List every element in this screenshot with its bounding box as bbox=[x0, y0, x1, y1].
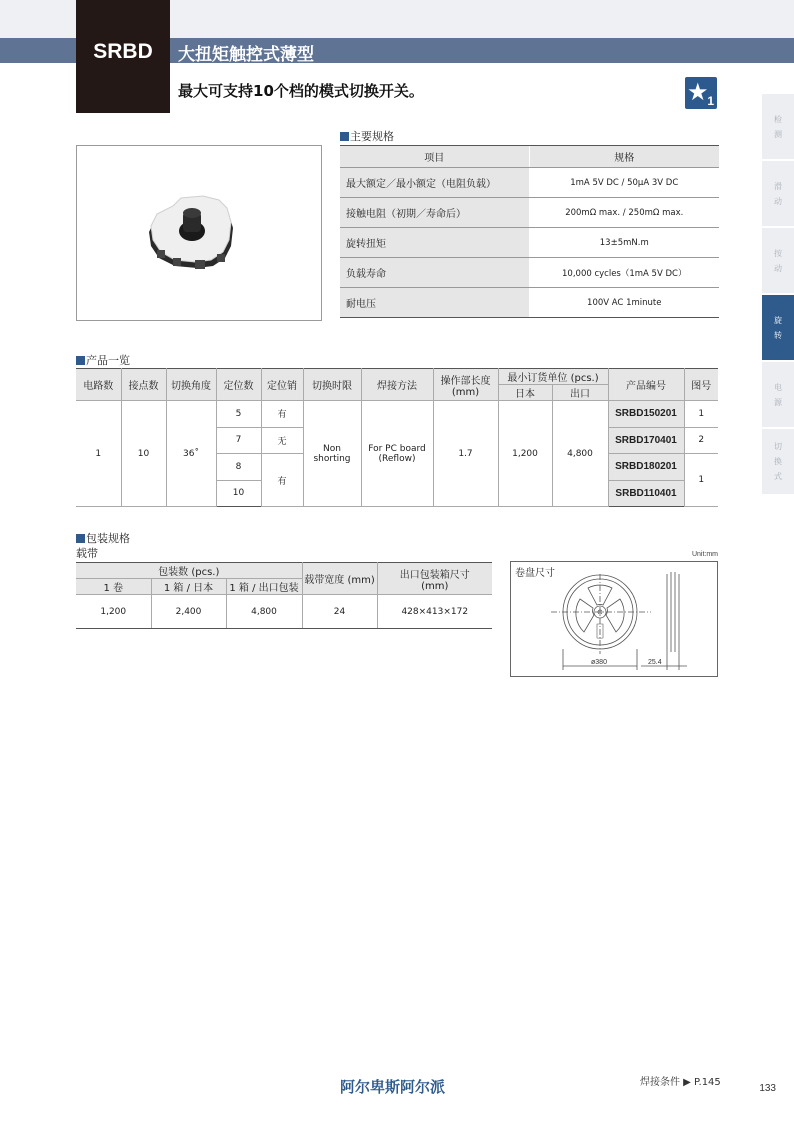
col-tape-width: 载带宽度 (mm) bbox=[302, 563, 377, 595]
col-qty: 包装数 (pcs.) bbox=[76, 563, 302, 579]
cell-positions: 5 bbox=[216, 401, 261, 428]
col-angle: 切换角度 bbox=[166, 369, 216, 401]
table-row bbox=[76, 595, 492, 629]
reel-diameter-label: ø380 bbox=[591, 659, 607, 666]
badge-number: 1 bbox=[707, 94, 714, 108]
table-row bbox=[76, 401, 718, 428]
specs-section-title: 主要规格 bbox=[340, 128, 394, 144]
cell-soldering: For PC board (Reflow) bbox=[361, 401, 433, 507]
products-section-title: 产品一览 bbox=[76, 352, 130, 368]
table-row bbox=[340, 288, 719, 318]
cell-moq-export: 4,800 bbox=[552, 401, 608, 507]
spec-item: 负载寿命 bbox=[340, 258, 529, 288]
brand-name: 阿尔卑斯阿尔派 bbox=[340, 1078, 446, 1096]
cell-drawing: 1 bbox=[684, 401, 718, 428]
star-icon: ★ bbox=[687, 78, 709, 106]
cell-box-japan: 2,400 bbox=[151, 595, 226, 629]
cell-moq-japan: 1,200 bbox=[498, 401, 552, 507]
spec-value: 200mΩ max. / 250mΩ max. bbox=[529, 198, 719, 228]
spec-item: 最大额定／最小额定（电阻负载） bbox=[340, 168, 529, 198]
specs-table bbox=[340, 145, 719, 318]
cell-drawing: 2 bbox=[684, 427, 718, 454]
cell-positions: 10 bbox=[216, 480, 261, 507]
switch-image bbox=[77, 146, 321, 320]
col-positions: 定位数 bbox=[216, 369, 261, 401]
col-contacts: 接点数 bbox=[121, 369, 166, 401]
reel-diagram-title: 卷盘尺寸 bbox=[515, 568, 555, 579]
cell-reel: 1,200 bbox=[76, 595, 151, 629]
col-carton-unit: (mm) bbox=[421, 580, 449, 592]
table-row bbox=[340, 228, 719, 258]
col-length-label: 操作部长度 bbox=[440, 375, 491, 387]
cell-part-number: SRBD180201 bbox=[608, 454, 684, 481]
side-tab-label: 动 bbox=[774, 196, 782, 206]
cell-pin: 有 bbox=[261, 454, 303, 507]
side-tab-4[interactable] bbox=[762, 362, 794, 427]
side-tab-2[interactable] bbox=[762, 228, 794, 293]
col-box-export: 1 箱 / 出口包装 bbox=[226, 579, 302, 595]
section-marker-icon bbox=[340, 132, 349, 141]
side-tab-label: 按 bbox=[774, 248, 782, 258]
spec-item: 接触电阻（初期／寿命后） bbox=[340, 198, 529, 228]
cell-circuits: 1 bbox=[76, 401, 121, 507]
packing-table bbox=[76, 562, 492, 629]
table-row bbox=[340, 168, 719, 198]
side-tab-label: 测 bbox=[774, 129, 782, 139]
side-tab-3[interactable] bbox=[762, 295, 794, 360]
col-moq-export: 出口 bbox=[552, 385, 608, 401]
side-tab-5[interactable] bbox=[762, 429, 794, 494]
table-row bbox=[340, 198, 719, 228]
col-reel: 1 卷 bbox=[76, 579, 151, 595]
col-pin: 定位销 bbox=[261, 369, 303, 401]
col-part-number: 产品编号 bbox=[608, 369, 684, 401]
reel-drawing bbox=[511, 562, 717, 676]
specs-header-value: 规格 bbox=[529, 146, 719, 168]
cell-positions: 8 bbox=[216, 454, 261, 481]
products-table bbox=[76, 368, 718, 507]
spec-value: 1mA 5V DC / 50µA 3V DC bbox=[529, 168, 719, 198]
cell-angle: 36˚ bbox=[166, 401, 216, 507]
spec-value: 10,000 cycles（1mA 5V DC） bbox=[529, 258, 719, 288]
side-tab-label: 换 bbox=[774, 457, 782, 466]
cell-box-export: 4,800 bbox=[226, 595, 302, 629]
col-carton bbox=[377, 563, 492, 595]
col-soldering: 焊接方法 bbox=[361, 369, 433, 401]
reel-diagram bbox=[510, 561, 718, 677]
col-moq: 最小订货单位 (pcs.) bbox=[498, 369, 608, 385]
side-tab-label: 源 bbox=[774, 397, 782, 407]
col-timing: 切换时限 bbox=[303, 369, 361, 401]
subtitle: 最大可支持10个档的模式切换开关。 bbox=[178, 82, 424, 100]
side-tab-label: 切 bbox=[774, 442, 782, 451]
side-tab-label: 转 bbox=[774, 330, 782, 340]
spec-value: 100V AC 1minute bbox=[529, 288, 719, 318]
cell-pin: 有 bbox=[261, 401, 303, 428]
side-tab-0[interactable] bbox=[762, 94, 794, 159]
page-number: 133 bbox=[759, 1083, 776, 1094]
side-tab-label: 滑 bbox=[774, 181, 782, 191]
cell-pin: 无 bbox=[261, 427, 303, 454]
side-tab-1[interactable] bbox=[762, 161, 794, 226]
col-circuits: 电路数 bbox=[76, 369, 121, 401]
cell-positions: 7 bbox=[216, 427, 261, 454]
table-row bbox=[340, 258, 719, 288]
spec-item: 旋转扭矩 bbox=[340, 228, 529, 258]
spec-item: 耐电压 bbox=[340, 288, 529, 318]
side-tab-label: 电 bbox=[774, 382, 782, 392]
section-marker-icon bbox=[76, 356, 85, 365]
col-length-unit: (mm) bbox=[451, 386, 480, 398]
side-tabs bbox=[762, 94, 794, 496]
cell-carton: 428×413×172 bbox=[377, 595, 492, 629]
col-length bbox=[433, 369, 498, 401]
cell-drawing: 1 bbox=[684, 454, 718, 507]
cell-part-number: SRBD170401 bbox=[608, 427, 684, 454]
col-moq-japan: 日本 bbox=[498, 385, 552, 401]
spec-value: 13±5mN.m bbox=[529, 228, 719, 258]
cell-contacts: 10 bbox=[121, 401, 166, 507]
side-tab-label: 动 bbox=[774, 263, 782, 273]
packing-sub-title: 载带 bbox=[76, 547, 98, 560]
reel-width-label: 25.4 bbox=[648, 659, 662, 666]
side-tab-label: 检 bbox=[774, 114, 782, 124]
section-marker-icon bbox=[76, 534, 85, 543]
col-carton-label: 出口包装箱尺寸 bbox=[399, 569, 470, 581]
cell-timing: Non shorting bbox=[303, 401, 361, 507]
series-title: 大扭矩触控式薄型 bbox=[178, 45, 314, 65]
specs-header-item: 项目 bbox=[340, 146, 529, 168]
cell-tape-width: 24 bbox=[302, 595, 377, 629]
category-badge bbox=[685, 77, 717, 109]
side-tab-label: 式 bbox=[774, 472, 782, 481]
product-photo bbox=[76, 145, 322, 321]
side-tab-label: 旋 bbox=[774, 315, 782, 325]
col-box-japan: 1 箱 / 日本 bbox=[151, 579, 226, 595]
packing-section-title: 包装规格 bbox=[76, 530, 130, 546]
unit-note: Unit:mm bbox=[691, 551, 718, 558]
cell-length: 1.7 bbox=[433, 401, 498, 507]
soldering-reference-link[interactable]: 焊接条件 ▶ P.145 bbox=[640, 1077, 721, 1088]
cell-part-number: SRBD150201 bbox=[608, 401, 684, 428]
cell-part-number: SRBD110401 bbox=[608, 480, 684, 507]
model-name: SRBD bbox=[93, 40, 153, 63]
col-drawing: 图号 bbox=[684, 369, 718, 401]
